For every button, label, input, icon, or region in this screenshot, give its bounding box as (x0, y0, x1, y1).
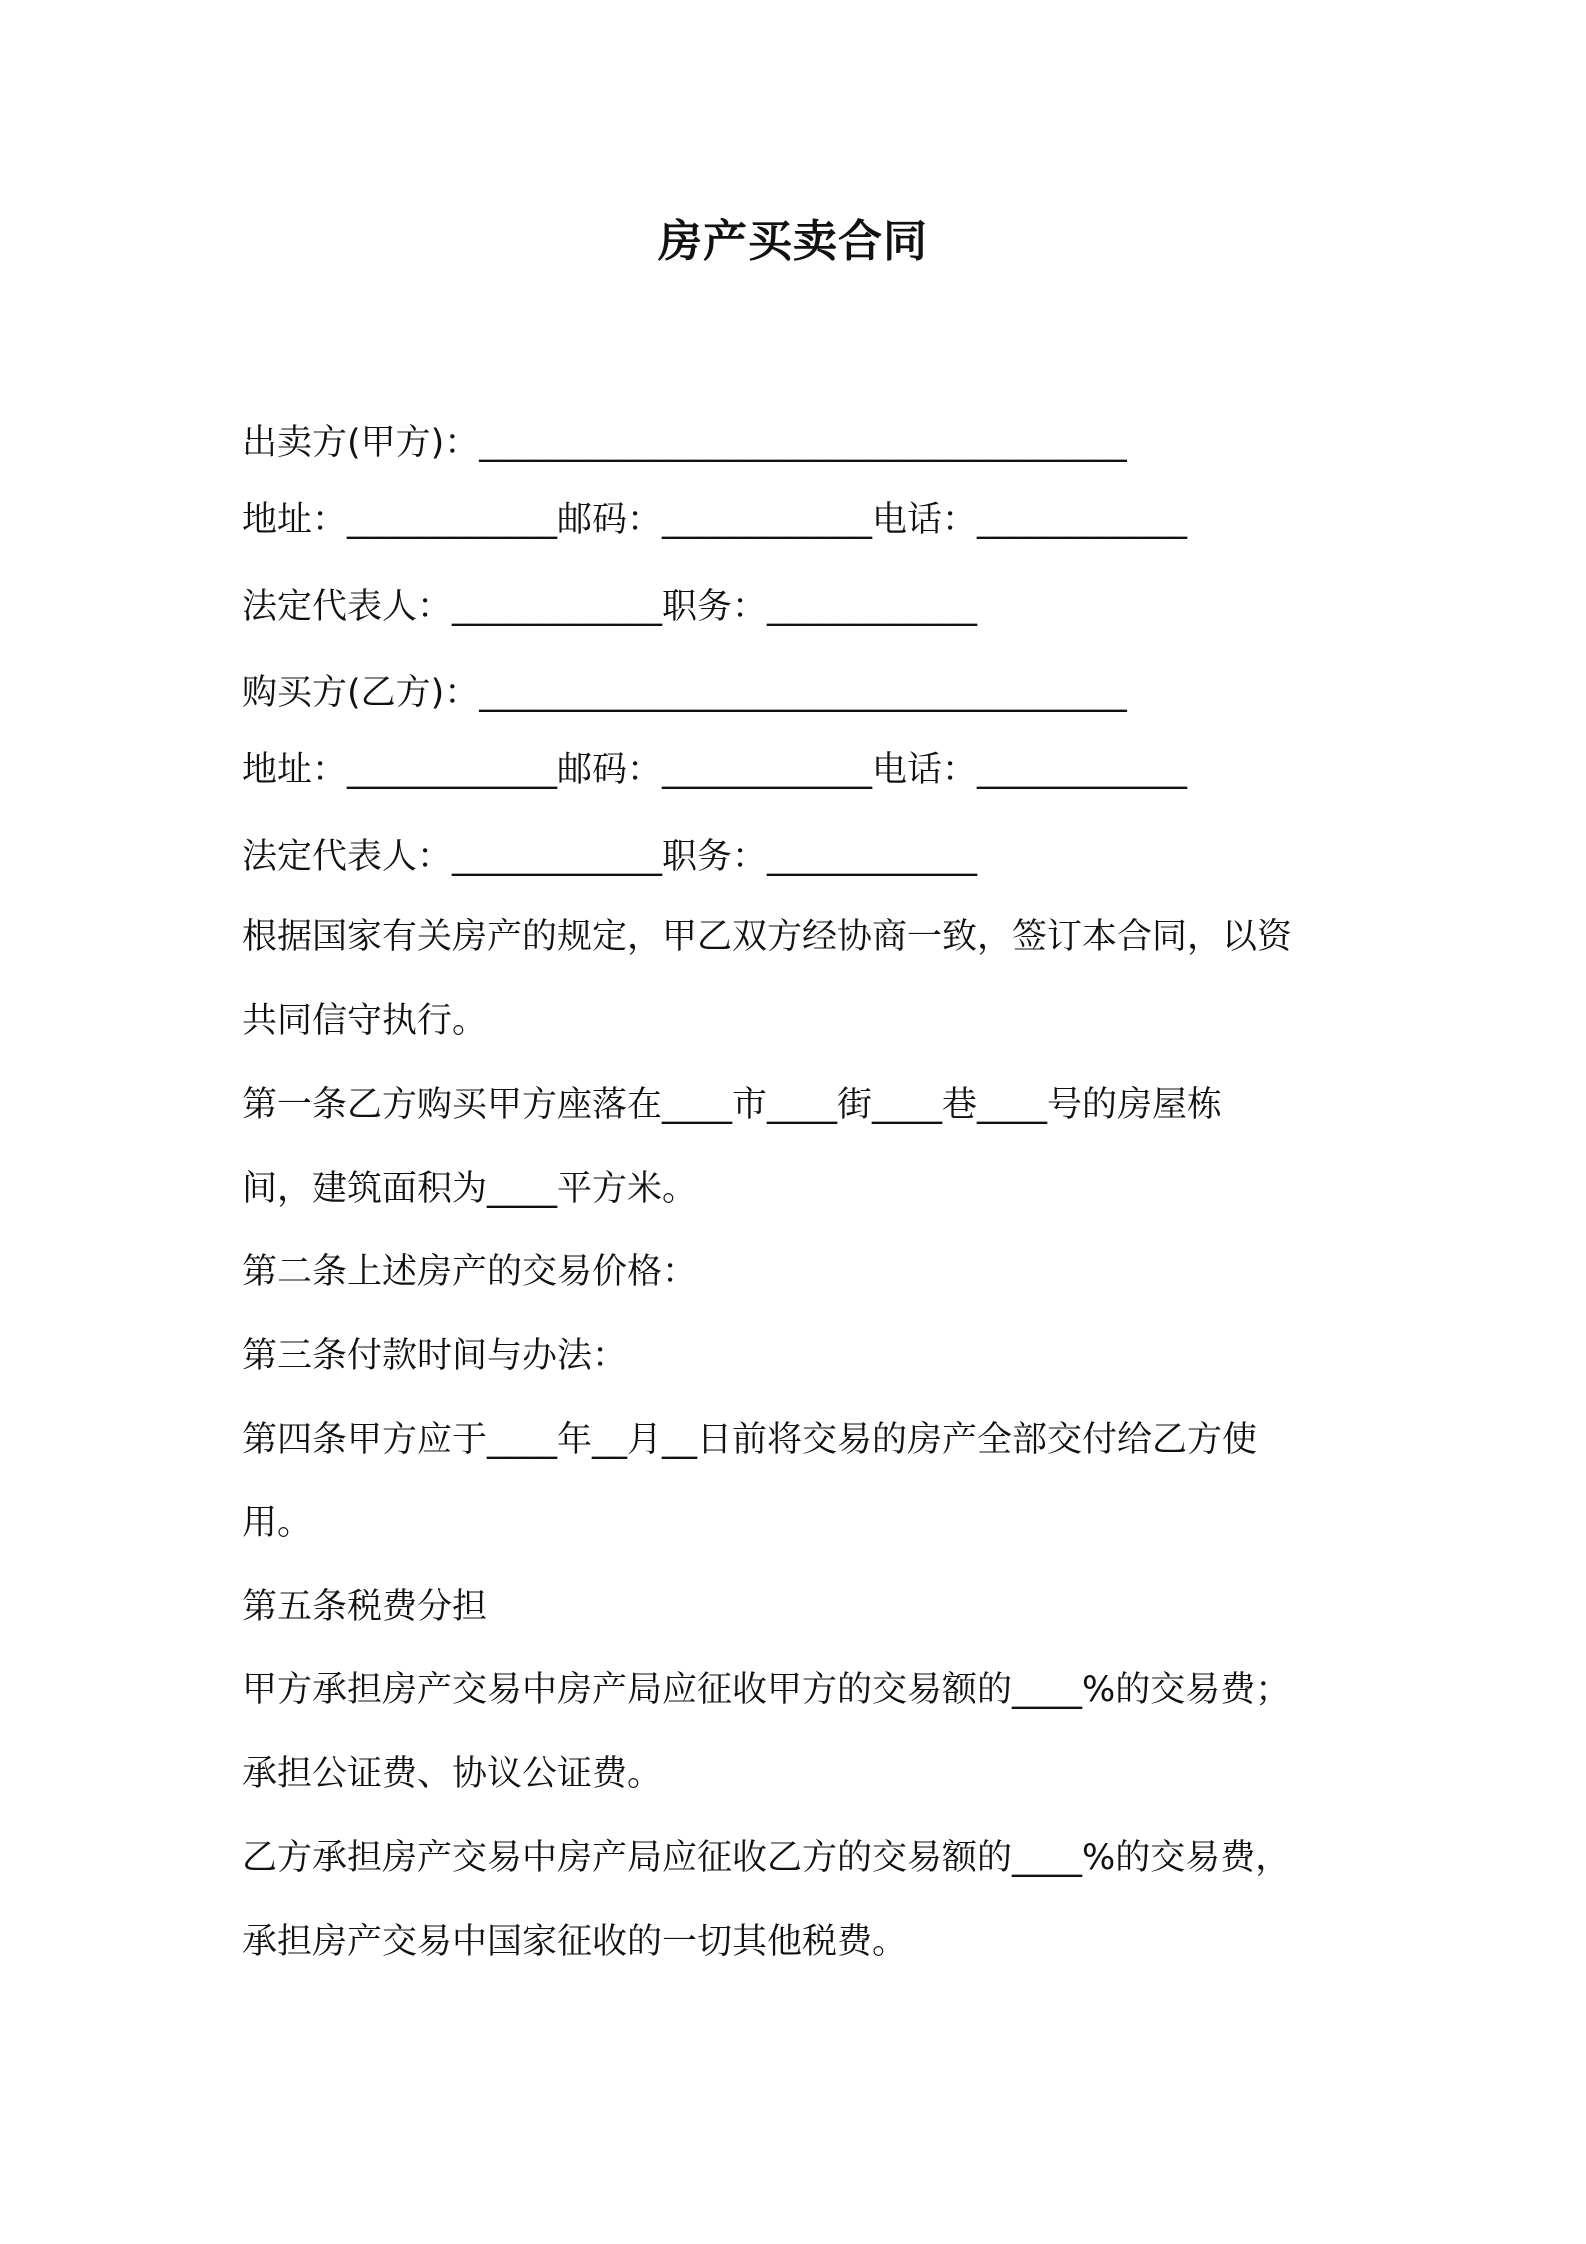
article-4-line-1: 第四条甲方应于____年__月__日前将交易的房产全部交付给乙方使 (242, 1420, 1258, 1460)
article-1-line-2: 间，建筑面积为____平方米。 (242, 1169, 698, 1209)
seller-party-line: 出卖方(甲方)：_____________________________________ (242, 423, 1127, 463)
article-5-party-b-line-1: 乙方承担房产交易中房产局应征收乙方的交易额的____%的交易费， (242, 1838, 1291, 1878)
buyer-address-line: 地址：____________邮码：____________电话：____________ (242, 750, 1188, 790)
buyer-representative-line: 法定代表人：____________职务：____________ (242, 837, 978, 877)
buyer-party-line: 购买方(乙方)：_____________________________________ (242, 673, 1127, 713)
article-1-line-1: 第一条乙方购买甲方座落在____市____街____巷____号的房屋栋 (242, 1085, 1223, 1125)
preamble-line-1: 根据国家有关房产的规定，甲乙双方经协商一致，签订本合同，以资 (242, 917, 1293, 957)
article-2-line: 第二条上述房产的交易价格： (242, 1252, 698, 1292)
article-3-line: 第三条付款时间与办法： (242, 1336, 628, 1376)
preamble-line-2: 共同信守执行。 (242, 1001, 488, 1041)
article-5-party-a-line-2: 承担公证费、协议公证费。 (242, 1754, 663, 1794)
article-5-party-a-line-1: 甲方承担房产交易中房产局应征收甲方的交易额的____%的交易费； (242, 1670, 1291, 1710)
article-5-party-b-line-2: 承担房产交易中国家征收的一切其他税费。 (242, 1922, 908, 1962)
article-4-line-2: 用。 (242, 1503, 313, 1543)
seller-address-line: 地址：____________邮码：____________电话：____________ (242, 500, 1188, 540)
document-title: 房产买卖合同 (658, 216, 928, 267)
seller-representative-line: 法定代表人：____________职务：____________ (242, 587, 978, 627)
article-5-heading: 第五条税费分担 (242, 1587, 488, 1627)
